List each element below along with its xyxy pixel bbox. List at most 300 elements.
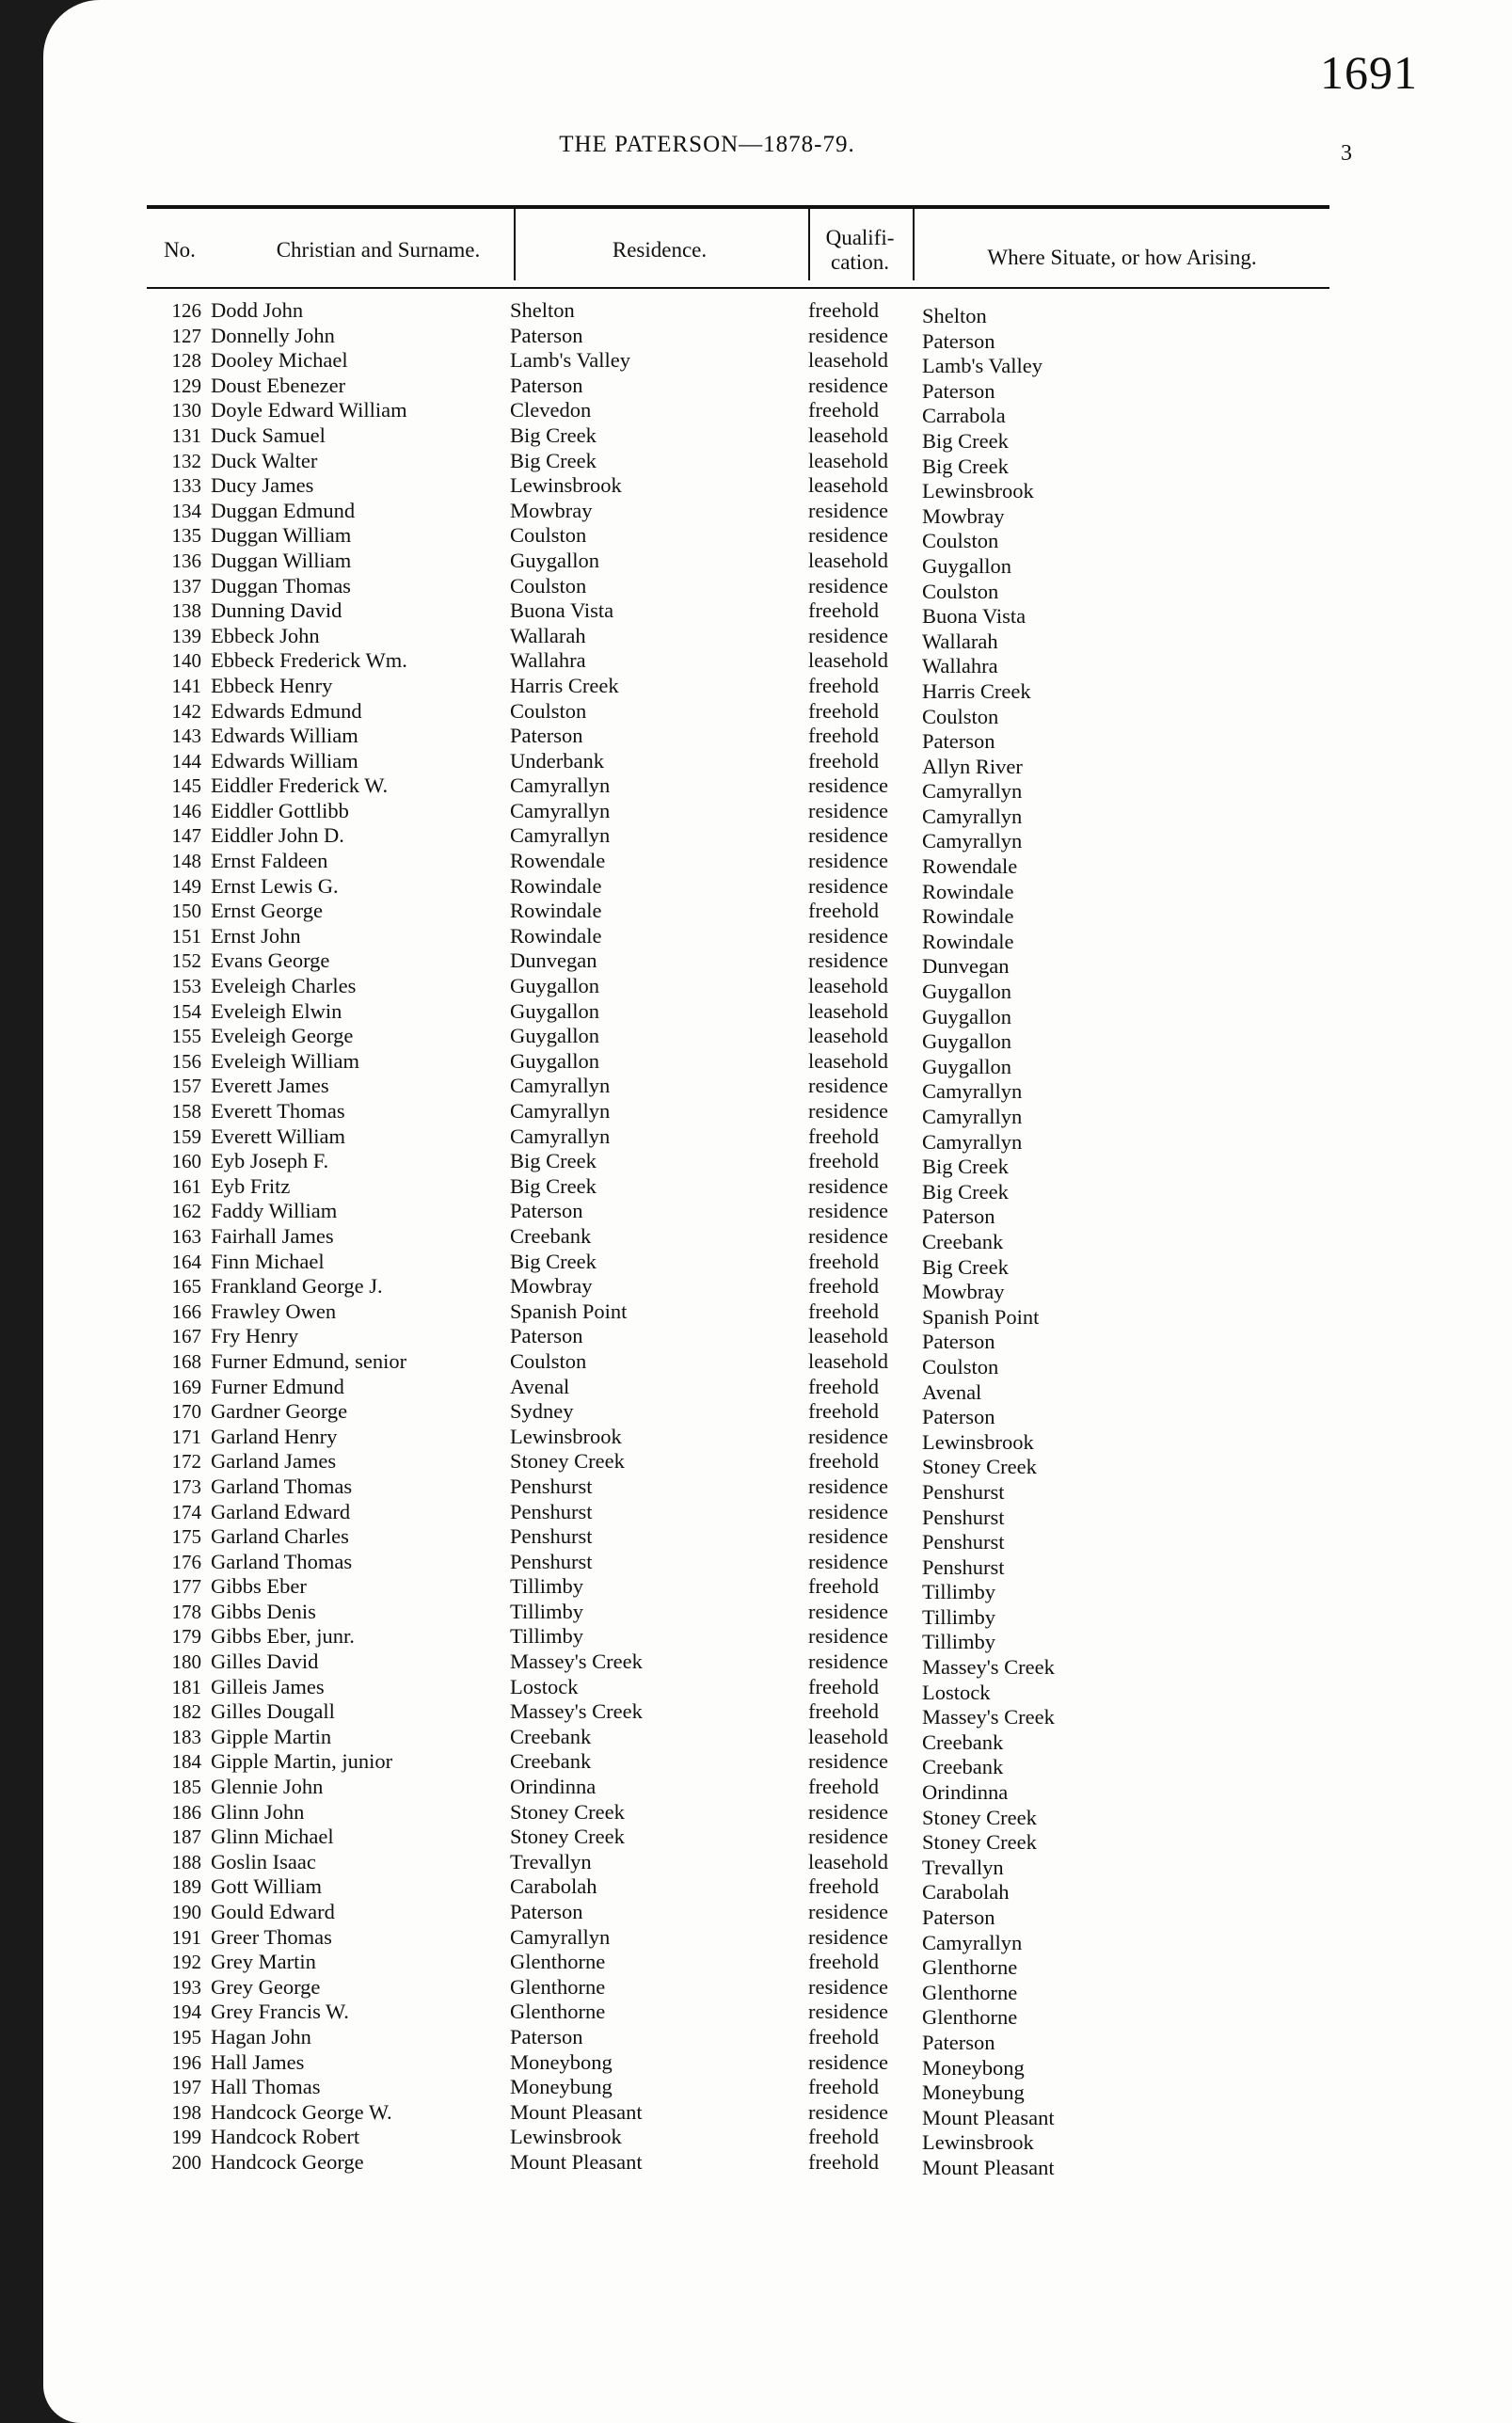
qualification: freehold [808, 1124, 879, 1148]
table-row [43, 1499, 1512, 1529]
elector-name: Everett William [211, 1124, 346, 1148]
where-situate: Carabolah [922, 1880, 1010, 1905]
qualification: freehold [808, 2024, 879, 2048]
qualification: leasehold [808, 1849, 888, 1873]
where-situate: Trevallyn [922, 1855, 1004, 1879]
residence: Lostock [510, 1674, 579, 1698]
residence: Paterson [510, 724, 583, 748]
table-row [43, 1124, 1512, 1154]
elector-name: Fry Henry [211, 1324, 299, 1348]
where-situate: Tillimby [922, 1580, 995, 1604]
where-situate: Tillimby [922, 1604, 995, 1629]
qualification: freehold [808, 398, 879, 422]
elector-name: Gardner George [211, 1399, 348, 1424]
elector-name: Dooley Michael [211, 348, 348, 373]
elector-name: Doust Ebenezer [211, 373, 346, 397]
row-number: 181 [171, 1675, 201, 1698]
qualification: residence [808, 1099, 888, 1123]
row-number: 165 [171, 1275, 201, 1299]
qualification: leasehold [808, 648, 888, 673]
table-row [43, 1024, 1512, 1054]
qualification: residence [808, 1799, 888, 1824]
qualification: freehold [808, 698, 879, 723]
qualification: freehold [808, 1274, 879, 1299]
table-row [43, 1650, 1512, 1680]
elector-name: Frawley Owen [211, 1299, 337, 1323]
elector-name: Garland Henry [211, 1424, 338, 1448]
where-situate: Stoney Creek [922, 1830, 1037, 1855]
page-number: 1691 [1320, 46, 1418, 99]
residence: Penshurst [510, 1474, 593, 1498]
row-number: 179 [171, 1625, 201, 1649]
elector-name: Duggan William [211, 548, 352, 572]
where-situate: Moneybung [922, 2080, 1025, 2105]
where-situate: Rowindale [922, 904, 1014, 929]
where-situate: Paterson [922, 1905, 995, 1929]
where-situate: Big Creek [922, 1254, 1009, 1279]
row-number: 132 [171, 449, 201, 472]
residence: Big Creek [510, 1149, 597, 1173]
residence: Big Creek [510, 422, 597, 447]
elector-name: Gibbs Denis [211, 1599, 316, 1623]
row-number: 160 [171, 1150, 201, 1173]
table-row [43, 948, 1512, 979]
table-row [43, 1574, 1512, 1604]
header-name: Christian and Surname. [276, 237, 481, 262]
where-situate: Coulston [922, 704, 999, 728]
qualification: leasehold [808, 1024, 888, 1048]
where-situate: Orindinna [922, 1780, 1009, 1805]
qualification: leasehold [808, 422, 888, 447]
row-number: 131 [171, 423, 201, 447]
residence: Penshurst [510, 1549, 593, 1573]
row-number: 190 [171, 1901, 201, 1923]
where-situate: Creebank [922, 1730, 1004, 1754]
header-where: Where Situate, or how Arising. [987, 245, 1257, 269]
table-row [43, 1900, 1512, 1929]
qualification: freehold [808, 598, 879, 623]
where-situate: Stoney Creek [922, 1805, 1037, 1829]
row-number: 130 [171, 399, 201, 422]
document-page [43, 0, 1512, 2423]
residence: Paterson [510, 1900, 583, 1923]
qualification: freehold [808, 2149, 879, 2174]
table-row [43, 323, 1512, 353]
residence: Stoney Creek [510, 1825, 625, 1849]
qualification: freehold [808, 1674, 879, 1698]
row-number: 155 [171, 1025, 201, 1048]
table-row [43, 448, 1512, 478]
qualification: leasehold [808, 1324, 888, 1348]
table-row [43, 773, 1512, 804]
qualification: residence [808, 623, 888, 647]
residence: Underbank [510, 748, 604, 773]
residence: Camyrallyn [510, 773, 611, 798]
qualification: freehold [808, 1874, 879, 1899]
table-row [43, 548, 1512, 578]
where-situate: Glenthorne [922, 1955, 1018, 1980]
qualification: residence [808, 1900, 888, 1923]
table-row [43, 1173, 1512, 1204]
qualification: residence [808, 849, 888, 873]
table-row [43, 1524, 1512, 1554]
residence: Paterson [510, 1324, 583, 1348]
qualification: residence [808, 1199, 888, 1223]
row-number: 127 [171, 324, 201, 347]
table-row [43, 1549, 1512, 1579]
where-situate: Big Creek [922, 1155, 1009, 1179]
where-situate: Avenal [922, 1379, 982, 1404]
qualification: residence [808, 1474, 888, 1498]
where-situate: Shelton [922, 304, 987, 327]
qualification: freehold [808, 748, 879, 773]
where-situate: Big Creek [922, 428, 1009, 453]
table-row [43, 348, 1512, 378]
where-situate: Paterson [922, 2030, 995, 2054]
residence: Camyrallyn [510, 1124, 611, 1148]
row-number: 153 [171, 975, 201, 998]
where-situate: Paterson [922, 378, 995, 403]
table-row [43, 2149, 1512, 2179]
residence: Buona Vista [510, 598, 614, 623]
row-number: 194 [171, 2001, 201, 2024]
elector-name: Eiddler Gottlibb [211, 798, 349, 822]
qualification: residence [808, 1074, 888, 1098]
row-number: 147 [171, 824, 201, 848]
where-situate: Paterson [922, 328, 995, 353]
row-number: 138 [171, 599, 201, 623]
elector-name: Hagan John [211, 2024, 311, 2048]
residence: Massey's Creek [510, 1650, 643, 1674]
header-residence: Residence. [612, 237, 708, 262]
where-situate: Dunvegan [922, 954, 1010, 979]
row-number: 187 [171, 1825, 201, 1849]
row-number: 150 [171, 900, 201, 923]
row-number: 193 [171, 1975, 201, 1999]
row-number: 143 [171, 725, 201, 748]
row-number: 200 [171, 2150, 201, 2174]
elector-name: Ducy James [211, 473, 314, 498]
qualification: residence [808, 1424, 888, 1448]
qualification: residence [808, 1499, 888, 1523]
where-situate: Spanish Point [922, 1304, 1040, 1329]
residence: Stoney Creek [510, 1449, 625, 1474]
elector-name: Fairhall James [211, 1223, 334, 1248]
row-number: 171 [171, 1425, 201, 1448]
table-row [43, 598, 1512, 629]
elector-name: Garland Thomas [211, 1549, 353, 1573]
elector-name: Ernst George [211, 899, 323, 923]
where-situate: Wallarah [922, 629, 998, 653]
elector-name: Ernst John [211, 923, 301, 948]
where-situate: Camyrallyn [922, 1079, 1023, 1104]
table-row [43, 1724, 1512, 1754]
residence: Massey's Creek [510, 1699, 643, 1724]
elector-name: Gilles Dougall [211, 1699, 335, 1724]
row-number: 157 [171, 1075, 201, 1098]
table-row [43, 1775, 1512, 1805]
residence: Guygallon [510, 974, 599, 998]
elector-name: Eiddler Frederick W. [211, 773, 389, 798]
residence: Dunvegan [510, 948, 597, 973]
qualification: residence [808, 1549, 888, 1573]
residence: Lewinsbrook [510, 1424, 622, 1448]
elector-name: Handcock George [211, 2149, 364, 2174]
table-row [43, 2000, 1512, 2030]
table-row [43, 1974, 1512, 2004]
where-situate: Big Creek [922, 454, 1009, 478]
row-number: 146 [171, 799, 201, 822]
row-number: 137 [171, 574, 201, 598]
residence: Lamb's Valley [510, 348, 630, 373]
table-row [43, 1474, 1512, 1504]
where-situate: Creebank [922, 1755, 1004, 1779]
qualification: leasehold [808, 1348, 888, 1373]
residence: Avenal [510, 1374, 570, 1398]
elector-name: Eyb Fritz [211, 1173, 291, 1198]
qualification: freehold [808, 2075, 879, 2099]
residence: Tillimby [510, 1599, 583, 1623]
residence: Creebank [510, 1724, 592, 1748]
qualification: residence [808, 1825, 888, 1849]
elector-name: Eyb Joseph F. [211, 1149, 329, 1173]
elector-name: Eiddler John D. [211, 823, 344, 848]
qualification: freehold [808, 1249, 879, 1273]
qualification: residence [808, 773, 888, 798]
residence: Coulston [510, 1348, 587, 1373]
residence: Big Creek [510, 448, 597, 472]
elector-name: Furner Edmund, senior [211, 1348, 407, 1373]
where-situate: Massey's Creek [922, 1655, 1055, 1680]
elector-name: Faddy William [211, 1199, 338, 1223]
row-number: 197 [171, 2076, 201, 2099]
row-number: 133 [171, 474, 201, 498]
sheet-number: 3 [1341, 141, 1352, 166]
residence: Creebank [510, 1223, 592, 1248]
qualification: leasehold [808, 473, 888, 498]
elector-name: Grey George [211, 1974, 321, 1999]
header-no: No. [164, 237, 196, 262]
table-row [43, 1749, 1512, 1779]
residence: Rowindale [510, 899, 602, 923]
table-row [43, 1274, 1512, 1304]
where-situate: Penshurst [922, 1530, 1005, 1554]
elector-name: Donnelly John [211, 323, 335, 347]
residence: Trevallyn [510, 1849, 592, 1873]
qualification: leasehold [808, 548, 888, 572]
row-number: 188 [171, 1850, 201, 1873]
residence: Tillimby [510, 1624, 583, 1649]
page-title-text: THE PATERSON—1878-79. [559, 132, 855, 157]
where-situate: Camyrallyn [922, 1105, 1023, 1128]
residence: Camyrallyn [510, 823, 611, 848]
where-situate: Guygallon [922, 1029, 1011, 1054]
where-situate: Mowbray [922, 503, 1005, 528]
residence: Coulston [510, 698, 587, 723]
residence: Carabolah [510, 1874, 597, 1899]
table-row [43, 2125, 1512, 2155]
table-row [43, 923, 1512, 953]
elector-name: Garland Thomas [211, 1474, 353, 1498]
table-row [43, 1048, 1512, 1078]
row-number: 170 [171, 1400, 201, 1424]
residence: Guygallon [510, 548, 599, 572]
row-number: 144 [171, 749, 201, 773]
table-row [43, 1424, 1512, 1454]
qualification: leasehold [808, 998, 888, 1023]
elector-name: Ebbeck Frederick Wm. [211, 648, 407, 673]
row-number: 145 [171, 774, 201, 798]
residence: Guygallon [510, 1048, 599, 1073]
elector-name: Edwards William [211, 748, 358, 773]
qualification: freehold [808, 1299, 879, 1323]
row-number: 186 [171, 1800, 201, 1824]
header-top-rule [147, 205, 1329, 209]
row-number: 175 [171, 1525, 201, 1549]
row-number: 172 [171, 1450, 201, 1474]
elector-name: Duck Samuel [211, 422, 326, 447]
where-situate: Penshurst [922, 1554, 1005, 1579]
qualification: leasehold [808, 974, 888, 998]
where-situate: Allyn River [922, 754, 1023, 778]
where-situate: Rowindale [922, 879, 1014, 903]
row-number: 177 [171, 1575, 201, 1599]
row-number: 158 [171, 1100, 201, 1123]
elector-name: Finn Michael [211, 1249, 325, 1273]
elector-name: Gould Edward [211, 1900, 335, 1923]
where-situate: Carrabola [922, 404, 1006, 428]
elector-name: Everett James [211, 1074, 329, 1098]
where-situate: Camyrallyn [922, 829, 1023, 853]
residence: Mount Pleasant [510, 2149, 643, 2174]
row-number: 128 [171, 349, 201, 373]
table-row [43, 422, 1512, 453]
where-situate: Coulston [922, 529, 999, 553]
table-row [43, 1674, 1512, 1704]
elector-name: Gott William [211, 1874, 323, 1899]
row-number: 198 [171, 2100, 201, 2124]
table-row [43, 1849, 1512, 1879]
residence: Moneybung [510, 2075, 613, 2099]
header-bottom-rule [147, 287, 1329, 289]
row-number: 189 [171, 1875, 201, 1899]
table-row [43, 1699, 1512, 1730]
elector-name: Goslin Isaac [211, 1849, 316, 1873]
qualification: residence [808, 2000, 888, 2024]
residence: Camyrallyn [510, 798, 611, 822]
elector-name: Frankland George J. [211, 1274, 383, 1299]
elector-name: Duck Walter [211, 448, 318, 472]
elector-name: Glinn John [211, 1799, 305, 1824]
table-row [43, 2075, 1512, 2105]
qualification: freehold [808, 1574, 879, 1599]
elector-name: Edwards William [211, 724, 358, 748]
qualification: residence [808, 1650, 888, 1674]
row-number: 163 [171, 1224, 201, 1248]
qualification: residence [808, 1173, 888, 1198]
qualification: leasehold [808, 1048, 888, 1073]
row-number: 161 [171, 1174, 201, 1198]
where-situate: Glenthorne [922, 1980, 1018, 2004]
elector-name: Duggan William [211, 523, 352, 548]
table-row [43, 1324, 1512, 1354]
table-row [43, 1249, 1512, 1279]
table-row [43, 2099, 1512, 2129]
elector-name: Dunning David [211, 598, 342, 623]
qualification: freehold [808, 298, 879, 322]
qualification: freehold [808, 1775, 879, 1799]
row-number: 149 [171, 874, 201, 898]
qualification: residence [808, 373, 888, 397]
where-situate: Penshurst [922, 1505, 1005, 1529]
residence: Creebank [510, 1749, 592, 1774]
where-situate: Lewinsbrook [922, 1429, 1034, 1454]
table-row [43, 1374, 1512, 1404]
row-number: 141 [171, 674, 201, 697]
elector-name: Evans George [211, 948, 330, 973]
where-situate: Paterson [922, 1405, 995, 1429]
table-row [43, 1074, 1512, 1104]
elector-name: Handcock George W. [211, 2099, 392, 2124]
residence: Big Creek [510, 1249, 597, 1273]
qualification: residence [808, 798, 888, 822]
residence: Camyrallyn [510, 1099, 611, 1123]
residence: Guygallon [510, 1024, 599, 1048]
residence: Lewinsbrook [510, 2125, 622, 2149]
table-row [43, 1799, 1512, 1829]
row-number: 199 [171, 2126, 201, 2149]
row-number: 140 [171, 649, 201, 673]
elector-name: Garland Edward [211, 1499, 351, 1523]
qualification: residence [808, 1974, 888, 1999]
qualification: residence [808, 2099, 888, 2124]
table-row [43, 2024, 1512, 2054]
table-row [43, 623, 1512, 653]
row-number: 174 [171, 1500, 201, 1523]
where-situate: Rowindale [922, 929, 1014, 953]
where-situate: Camyrallyn [922, 1129, 1023, 1154]
residence: Rowindale [510, 873, 602, 898]
where-situate: Lewinsbrook [922, 2130, 1034, 2155]
elector-name: Eveleigh Charles [211, 974, 357, 998]
qualification: freehold [808, 1950, 879, 1974]
table-row [43, 398, 1512, 428]
residence: Paterson [510, 323, 583, 347]
where-situate: Creebank [922, 1229, 1004, 1253]
table-row [43, 823, 1512, 853]
row-number: 191 [171, 1925, 201, 1949]
row-number: 185 [171, 1776, 201, 1799]
where-situate: Buona Vista [922, 604, 1027, 629]
where-situate: Moneybong [922, 2055, 1025, 2080]
residence: Wallahra [510, 648, 586, 673]
elector-name: Gipple Martin [211, 1724, 332, 1748]
table-row [43, 1599, 1512, 1629]
where-situate: Guygallon [922, 1004, 1011, 1028]
table-row [43, 849, 1512, 879]
table-row [43, 899, 1512, 929]
residence: Camyrallyn [510, 1924, 611, 1949]
row-number: 164 [171, 1250, 201, 1273]
table-row [43, 974, 1512, 1004]
qualification: freehold [808, 2125, 879, 2149]
elector-name: Gipple Martin, junior [211, 1749, 393, 1774]
where-situate: Camyrallyn [922, 1930, 1023, 1954]
page-title [43, 132, 1512, 158]
elector-name: Duggan Thomas [211, 573, 351, 598]
elector-name: Ernst Lewis G. [211, 873, 339, 898]
elector-name: Ebbeck Henry [211, 673, 333, 697]
